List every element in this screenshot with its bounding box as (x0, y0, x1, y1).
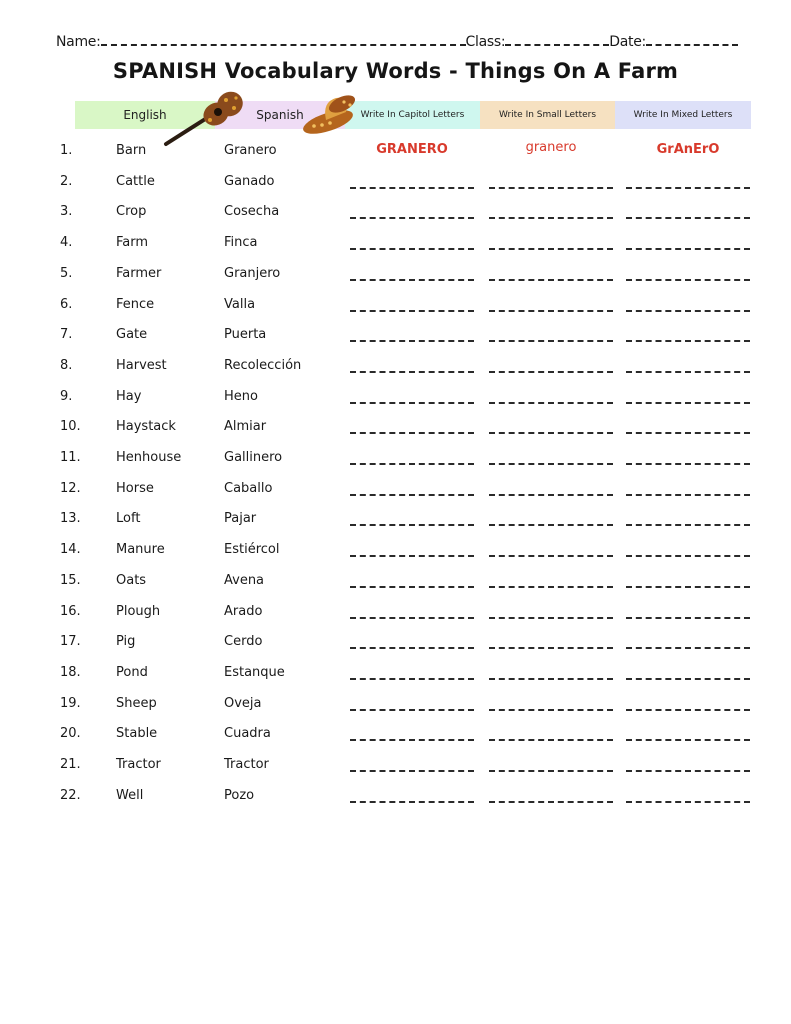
word-row (0, 573, 791, 597)
small-letters-blank[interactable] (489, 187, 613, 189)
mixed-letters-blank[interactable] (626, 555, 750, 557)
small-letters-blank[interactable] (489, 678, 613, 680)
mixed-letters-blank[interactable] (626, 739, 750, 741)
mixed-letters-blank[interactable] (626, 770, 750, 772)
capital-letters-blank[interactable] (350, 248, 474, 250)
word-row (0, 419, 791, 443)
small-letters-blank[interactable] (489, 248, 613, 250)
english-word: Sheep (116, 695, 157, 711)
small-letters-blank[interactable] (489, 647, 613, 649)
english-word: Fence (116, 296, 155, 312)
english-word: Gate (116, 327, 148, 343)
spanish-word: Pajar (224, 511, 257, 527)
english-word: Pond (116, 664, 148, 680)
header-english: English (75, 101, 215, 129)
english-word: Haystack (116, 419, 176, 435)
english-word: Horse (116, 480, 154, 496)
row-number: 2. (60, 173, 73, 189)
row-number: 20. (60, 726, 81, 742)
small-letters-blank[interactable] (489, 310, 613, 312)
mixed-letters-blank[interactable] (626, 586, 750, 588)
capital-letters-blank[interactable] (350, 340, 474, 342)
spanish-word: Pozo (224, 787, 255, 803)
word-row (0, 788, 791, 812)
small-letters-blank[interactable] (489, 770, 613, 772)
guitar-icon (160, 88, 250, 150)
spanish-word: Ganado (224, 173, 275, 189)
mixed-letters-blank[interactable] (626, 248, 750, 250)
capital-letters-blank[interactable] (350, 463, 474, 465)
mixed-letters-blank[interactable] (626, 709, 750, 711)
word-row (0, 174, 791, 198)
example-small: granero (525, 140, 577, 155)
spanish-word: Tractor (224, 757, 269, 772)
row-number: 16. (60, 603, 81, 619)
word-row (0, 604, 791, 628)
mixed-letters-blank[interactable] (626, 647, 750, 649)
spanish-word: Avena (224, 572, 265, 588)
small-letters-blank[interactable] (489, 340, 613, 342)
spanish-word: Heno (224, 388, 258, 404)
capital-letters-blank[interactable] (350, 217, 474, 219)
row-number: 11. (60, 450, 81, 465)
class-field[interactable] (505, 32, 609, 46)
capital-letters-blank[interactable] (350, 801, 474, 803)
mixed-letters-blank[interactable] (626, 310, 750, 312)
row-number: 17. (60, 634, 81, 650)
header-mixed-letters: Write In Mixed Letters (615, 101, 751, 129)
word-row (0, 726, 791, 750)
capital-letters-blank[interactable] (350, 647, 474, 649)
mixed-letters-blank[interactable] (626, 340, 750, 342)
date-field[interactable] (646, 32, 738, 46)
word-row (0, 327, 791, 351)
small-letters-blank[interactable] (489, 432, 613, 434)
word-row (0, 140, 791, 167)
capital-letters-blank[interactable] (350, 524, 474, 526)
word-row (0, 665, 791, 689)
spanish-word: Caballo (224, 480, 273, 496)
small-letters-blank[interactable] (489, 402, 613, 404)
row-number: 13. (60, 511, 81, 527)
word-row (0, 450, 791, 474)
row-number: 10. (60, 419, 81, 435)
row-number: 22. (60, 787, 81, 803)
english-word: Crop (116, 204, 147, 220)
english-word: Plough (116, 603, 161, 619)
mixed-letters-blank[interactable] (626, 678, 750, 680)
small-letters-blank[interactable] (489, 524, 613, 526)
word-row (0, 204, 791, 228)
mixed-letters-blank[interactable] (626, 432, 750, 434)
spanish-word: Almiar (224, 419, 267, 435)
capital-letters-blank[interactable] (350, 617, 474, 619)
row-number: 18. (60, 664, 81, 680)
row-number: 4. (60, 235, 73, 251)
spanish-word: Puerta (224, 327, 267, 343)
english-word: Cattle (116, 173, 155, 189)
spanish-word: Finca (224, 235, 258, 251)
word-row (0, 266, 791, 290)
spanish-word: Arado (224, 603, 263, 619)
row-number: 12. (60, 480, 81, 496)
small-letters-blank[interactable] (489, 801, 613, 803)
spanish-word: Cosecha (224, 204, 280, 220)
row-number: 19. (60, 695, 81, 711)
mixed-letters-blank[interactable] (626, 371, 750, 373)
english-word: Tractor (116, 757, 161, 772)
capital-letters-blank[interactable] (350, 279, 474, 281)
small-letters-blank[interactable] (489, 617, 613, 619)
small-letters-blank[interactable] (489, 739, 613, 741)
capital-letters-blank[interactable] (350, 494, 474, 496)
english-word: Barn (116, 143, 147, 158)
mixed-letters-blank[interactable] (626, 801, 750, 803)
spanish-word: Granero (224, 143, 277, 158)
small-letters-blank[interactable] (489, 709, 613, 711)
mixed-letters-blank[interactable] (626, 463, 750, 465)
sombrero-icon (300, 92, 362, 136)
english-word: Manure (116, 542, 165, 558)
capital-letters-blank[interactable] (350, 770, 474, 772)
capital-letters-blank[interactable] (350, 739, 474, 741)
mixed-letters-blank[interactable] (626, 402, 750, 404)
word-row (0, 757, 791, 781)
english-word: Farmer (116, 265, 162, 281)
spanish-word: Estiércol (224, 542, 280, 558)
header-spanish: Spanish (215, 101, 345, 129)
spanish-word: Estanque (224, 664, 285, 680)
class-label: Class: (465, 34, 506, 50)
english-word: Farm (116, 235, 149, 251)
header-small-letters: Write In Small Letters (480, 101, 615, 129)
english-word: Harvest (116, 357, 167, 373)
word-row (0, 511, 791, 535)
english-word: Oats (116, 572, 147, 588)
english-word: Pig (116, 634, 136, 650)
spanish-word: Cuadra (224, 726, 271, 742)
capital-letters-blank[interactable] (350, 432, 474, 434)
small-letters-blank[interactable] (489, 279, 613, 281)
english-word: Well (116, 787, 144, 803)
small-letters-blank[interactable] (489, 371, 613, 373)
mixed-letters-blank[interactable] (626, 217, 750, 219)
header-capital-letters: Write In Capitol Letters (345, 101, 480, 129)
word-row (0, 389, 791, 413)
spanish-word: Recolección (224, 357, 302, 373)
capital-letters-blank[interactable] (350, 555, 474, 557)
spanish-word: Oveja (224, 695, 262, 711)
row-number: 21. (60, 757, 81, 772)
word-row (0, 634, 791, 658)
word-row (0, 235, 791, 259)
row-number: 1. (60, 143, 73, 158)
capital-letters-blank[interactable] (350, 586, 474, 588)
row-number: 15. (60, 572, 81, 588)
english-word: Stable (116, 726, 158, 742)
mixed-letters-blank[interactable] (626, 524, 750, 526)
small-letters-blank[interactable] (489, 586, 613, 588)
spanish-word: Valla (224, 296, 256, 312)
mixed-letters-blank[interactable] (626, 279, 750, 281)
spanish-word: Granjero (224, 265, 281, 281)
date-label: Date: (609, 34, 646, 50)
spanish-word: Cerdo (224, 634, 263, 650)
row-number: 14. (60, 542, 81, 558)
english-word: Loft (116, 511, 141, 527)
page-title: SPANISH Vocabulary Words - Things On A Farm (112, 59, 679, 83)
spanish-word: Gallinero (224, 450, 283, 465)
english-word: Hay (116, 388, 142, 404)
capital-letters-blank[interactable] (350, 371, 474, 373)
word-row (0, 358, 791, 382)
row-number: 6. (60, 296, 73, 312)
word-row (0, 481, 791, 505)
capital-letters-blank[interactable] (350, 187, 474, 189)
small-letters-blank[interactable] (489, 494, 613, 496)
word-row (0, 696, 791, 720)
mixed-letters-blank[interactable] (626, 187, 750, 189)
english-word: Henhouse (116, 450, 182, 465)
row-number: 8. (60, 357, 73, 373)
capital-letters-blank[interactable] (350, 709, 474, 711)
word-row (0, 297, 791, 321)
small-letters-blank[interactable] (489, 217, 613, 219)
small-letters-blank[interactable] (489, 555, 613, 557)
word-row (0, 542, 791, 566)
row-number: 9. (60, 388, 73, 404)
capital-letters-blank[interactable] (350, 310, 474, 312)
example-mixed: GrAnErO (656, 142, 720, 157)
small-letters-blank[interactable] (489, 463, 613, 465)
capital-letters-blank[interactable] (350, 678, 474, 680)
name-label: Name: (56, 34, 101, 50)
example-capital: GRANERO (376, 142, 448, 157)
student-info-line (56, 32, 748, 52)
capital-letters-blank[interactable] (350, 402, 474, 404)
row-number: 5. (60, 265, 73, 281)
mixed-letters-blank[interactable] (626, 617, 750, 619)
name-field[interactable] (101, 32, 466, 46)
row-number: 3. (60, 204, 73, 220)
row-number: 7. (60, 327, 73, 343)
mixed-letters-blank[interactable] (626, 494, 750, 496)
